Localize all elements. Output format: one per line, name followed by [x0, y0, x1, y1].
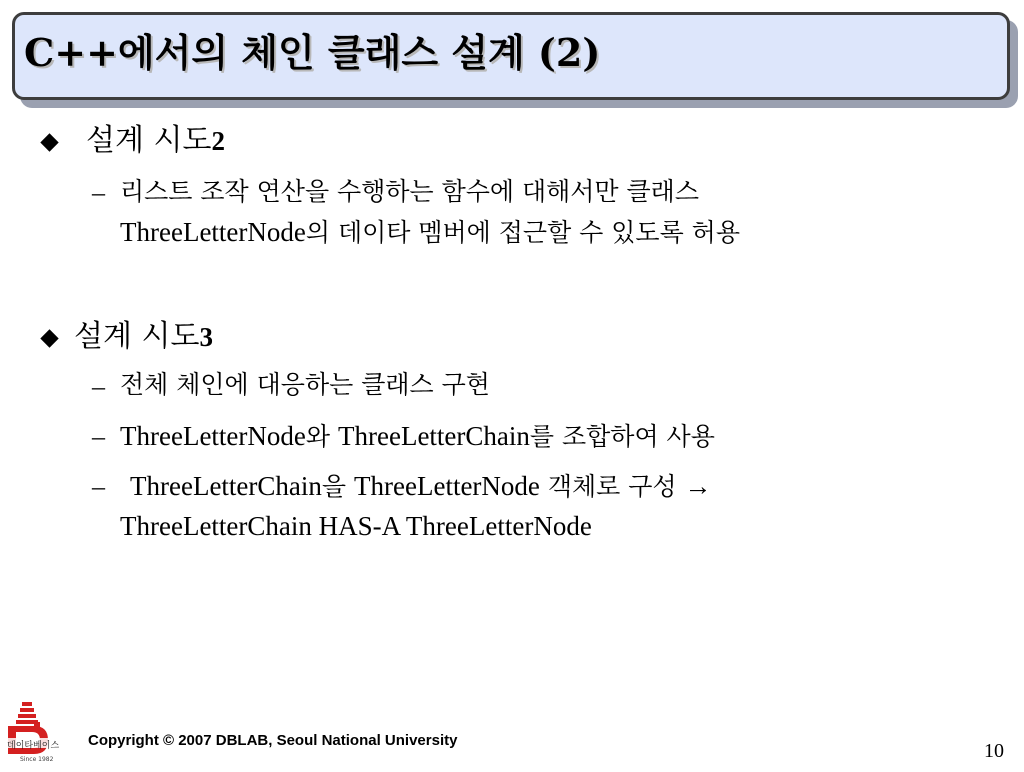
sub-item-text-line2: ThreeLetterNode의 데이타 멤버에 접근할 수 있도록 허용 [120, 217, 740, 247]
copyright-text: Copyright © 2007 DBLAB, Seoul National University [88, 732, 458, 749]
section-heading-1: 설계 시도2 [86, 123, 225, 158]
sub-item-text: 전체 체인에 대응하는 클래스 구현 [120, 370, 490, 399]
logo-text: 데이타베이스 [7, 741, 60, 751]
dblab-logo [0, 700, 76, 768]
right-arrow-icon: → [684, 471, 712, 501]
dash-bullet: – [92, 178, 105, 207]
section-heading-2: 설계 시도3 [74, 319, 213, 354]
sub-item-text-line2: ThreeLetterChain HAS-A ThreeLetterNode [120, 511, 592, 541]
dash-bullet: – [92, 372, 105, 401]
page-number: 10 [984, 740, 1004, 762]
logo-since: Since 1982 [20, 756, 54, 763]
sub-item-text: ThreeLetterNode와 ThreeLetterChain를 조합하여 사용 [120, 421, 715, 451]
sub-item-text: 리스트 조작 연산을 수행하는 함수에 대해서만 클래스 [120, 177, 699, 206]
dash-bullet: – [92, 422, 105, 451]
dash-bullet: – [92, 472, 105, 501]
diamond-bullet-icon [40, 133, 58, 151]
sub-item-text: ThreeLetterChain을 ThreeLetterNode 객체로 구성 → [130, 471, 712, 501]
slide-title: C++에서의 체인 클래스 설계 (2) [24, 30, 601, 75]
diamond-bullet-icon [40, 329, 58, 347]
